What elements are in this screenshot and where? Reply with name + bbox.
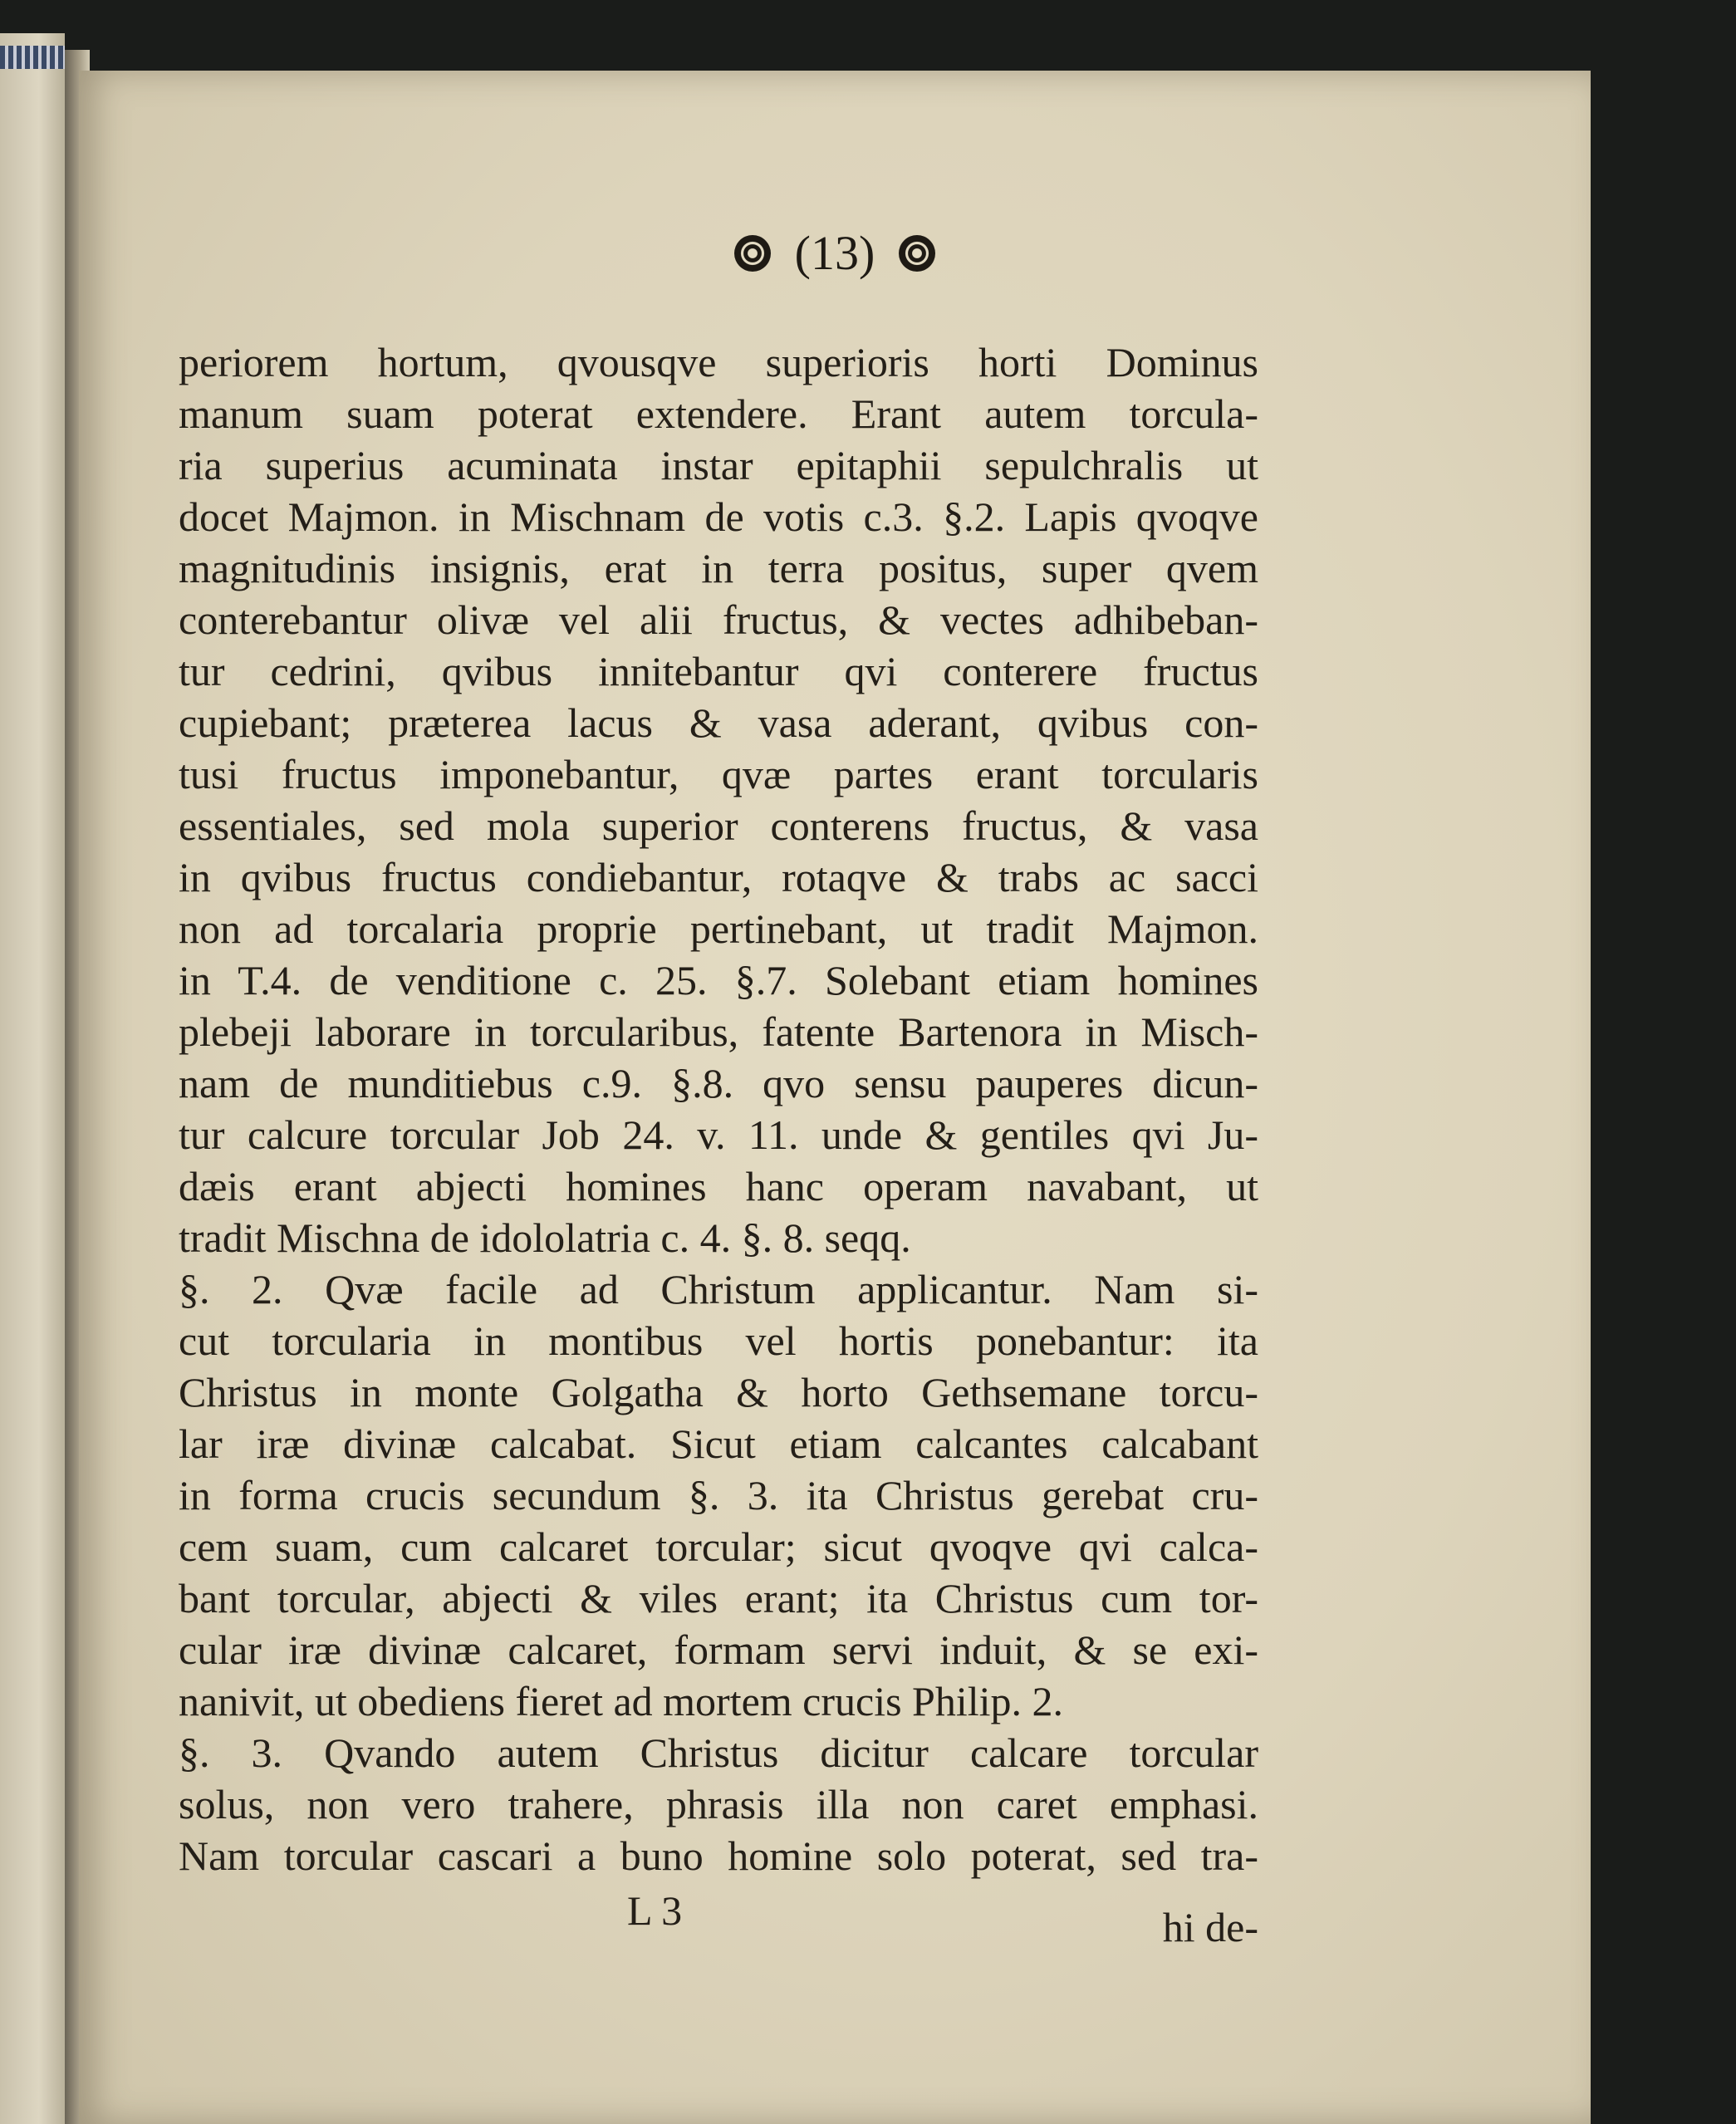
text-line: cupiebant; præterea lacus & vasa aderant, qvibus con- <box>179 699 1258 746</box>
text-line: §. 2. Qvæ facile ad Christum applicantur. Nam si- <box>179 1266 1258 1312</box>
text-line: docet Majmon. in Mischnam de votis c.3. §.2. Lapis qvoqve <box>179 493 1258 540</box>
facing-page-edge <box>0 33 65 2124</box>
text-line: nam de munditiebus c.9. §.8. qvo sensu pauperes dicun- <box>179 1060 1258 1106</box>
right-ornament-icon <box>899 235 935 272</box>
text-line: bant torcular, abjecti & viles erant; ita Christus cum tor- <box>179 1575 1258 1621</box>
text-line: Christus in monte Golgatha & horto Gethsemane torcu- <box>179 1369 1258 1415</box>
text-line: essentiales, sed mola superior conterens fructus, & vasa <box>179 802 1258 849</box>
text-line: non ad torcalaria proprie pertinebant, ut tradit Majmon. <box>179 905 1258 952</box>
text-line: Nam torcular cascari a buno homine solo poterat, sed tra- <box>179 1832 1258 1879</box>
text-line: nanivit, ut obediens fieret ad mortem crucis Philip. 2. <box>179 1678 1064 1724</box>
text-line: tradit Mischna de idololatria c. 4. §. 8. seqq. <box>179 1214 911 1261</box>
text-line: cem suam, cum calcaret torcular; sicut qvoqve qvi calca- <box>179 1523 1258 1570</box>
text-line: solus, non vero trahere, phrasis illa non caret emphasi. <box>179 1781 1258 1827</box>
text-line: cular iræ divinæ calcaret, formam servi induit, & se exi- <box>179 1626 1258 1673</box>
catchword: hi de- <box>1162 1904 1258 1950</box>
text-line: periorem hortum, qvousqve superioris horti Dominus <box>179 339 1258 385</box>
book-page <box>79 71 1591 2124</box>
text-line: dæis erant abjecti homines hanc operam navabant, ut <box>179 1163 1258 1209</box>
text-line: in forma crucis secundum §. 3. ita Christus gerebat cru- <box>179 1472 1258 1518</box>
page-text <box>179 336 1258 1950</box>
binding-strip <box>0 46 65 69</box>
text-line: magnitudinis insignis, erat in terra positus, super qvem <box>179 545 1258 591</box>
text-line: tur cedrini, qvibus innitebantur qvi conterere fructus <box>179 648 1258 694</box>
page-footer <box>179 1885 1258 1950</box>
text-line: tusi fructus imponebantur, qvæ partes erant torcularis <box>179 751 1258 797</box>
text-line: tur calcure torcular Job 24. v. 11. unde & gentiles qvi Ju- <box>179 1111 1258 1158</box>
left-ornament-icon <box>734 235 771 272</box>
text-line: lar iræ divinæ calcabat. Sicut etiam calcantes calcabant <box>179 1420 1258 1467</box>
text-line: §. 3. Qvando autem Christus dicitur calcare torcular <box>179 1729 1258 1776</box>
page-number: (13) <box>794 226 875 281</box>
signature-mark: L 3 <box>627 1887 683 1934</box>
text-line: conterebantur olivæ vel alii fructus, & vectes adhibeban- <box>179 596 1258 643</box>
page-header <box>79 220 1591 281</box>
text-line: cut torcularia in montibus vel hortis ponebantur: ita <box>179 1317 1258 1364</box>
text-line: ria superius acuminata instar epitaphii sepulchralis ut <box>179 442 1258 488</box>
text-line: in qvibus fructus condiebantur, rotaqve & trabs ac sacci <box>179 854 1258 900</box>
text-line: manum suam poterat extendere. Erant autem torcula- <box>179 390 1258 437</box>
text-line: in T.4. de venditione c. 25. §.7. Solebant etiam homines <box>179 957 1258 1003</box>
text-line: plebeji laborare in torcularibus, fatente Bartenora in Misch- <box>179 1008 1258 1055</box>
